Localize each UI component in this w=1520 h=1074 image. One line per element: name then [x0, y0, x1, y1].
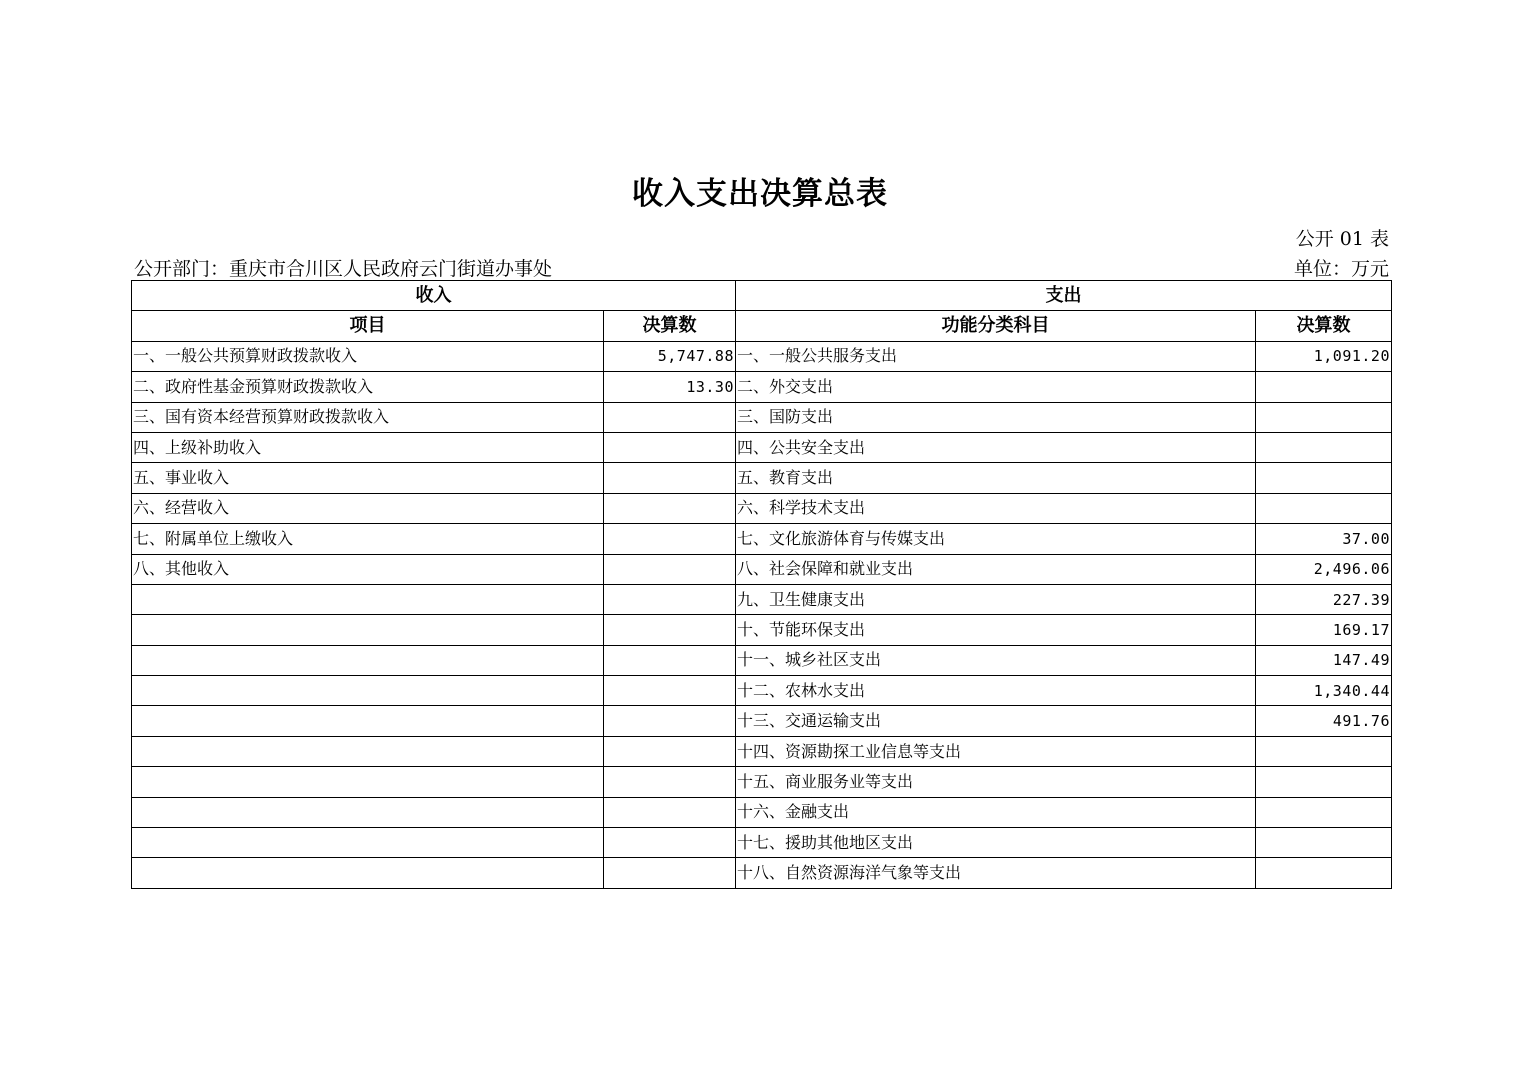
- income-amount-cell: [604, 736, 736, 766]
- income-item-cell: 一、一般公共预算财政拨款收入: [132, 341, 604, 371]
- expense-item-cell: 一、一般公共服务支出: [736, 341, 1256, 371]
- income-amount-cell: [604, 584, 736, 614]
- expense-item-cell: 十二、农林水支出: [736, 676, 1256, 706]
- table-row: [132, 402, 1392, 432]
- income-item-cell: [132, 858, 604, 888]
- table-row: [132, 372, 1392, 402]
- income-item-header: 项目: [132, 311, 604, 341]
- income-amount-cell: [604, 493, 736, 523]
- expense-amount-cell: [1256, 493, 1392, 523]
- table-row: [132, 615, 1392, 645]
- income-item-cell: 四、上级补助收入: [132, 432, 604, 462]
- table-row: [132, 554, 1392, 584]
- income-amount-cell: [604, 797, 736, 827]
- table-row: [132, 767, 1392, 797]
- income-item-cell: [132, 615, 604, 645]
- expense-amount-header: 决算数: [1256, 311, 1392, 341]
- section-header-row: [132, 281, 1392, 311]
- expense-amount-cell: 227.39: [1256, 584, 1392, 614]
- income-amount-cell: 13.30: [604, 372, 736, 402]
- table-row: [132, 858, 1392, 888]
- expense-amount-cell: 169.17: [1256, 615, 1392, 645]
- income-item-cell: [132, 706, 604, 736]
- expense-amount-cell: [1256, 858, 1392, 888]
- income-item-cell: 五、事业收入: [132, 463, 604, 493]
- income-item-cell: [132, 828, 604, 858]
- expense-item-cell: 十、节能环保支出: [736, 615, 1256, 645]
- expense-item-cell: 十七、援助其他地区支出: [736, 828, 1256, 858]
- table-row: [132, 676, 1392, 706]
- column-header-row: [132, 311, 1392, 341]
- income-amount-cell: [604, 463, 736, 493]
- budget-table: [131, 280, 1392, 889]
- unit-label: 单位：万元: [1293, 258, 1389, 280]
- table-row: [132, 463, 1392, 493]
- form-number: 公开 01 表: [1295, 228, 1389, 250]
- expense-amount-cell: [1256, 372, 1392, 402]
- table-row: [132, 584, 1392, 614]
- income-item-cell: 八、其他收入: [132, 554, 604, 584]
- table-row: [132, 706, 1392, 736]
- expense-amount-cell: [1256, 797, 1392, 827]
- expense-item-cell: 十一、城乡社区支出: [736, 645, 1256, 675]
- income-amount-cell: [604, 432, 736, 462]
- income-item-cell: 三、国有资本经营预算财政拨款收入: [132, 402, 604, 432]
- income-section-header: 收入: [132, 281, 736, 311]
- expense-item-cell: 四、公共安全支出: [736, 432, 1256, 462]
- expense-item-header: 功能分类科目: [736, 311, 1256, 341]
- income-amount-cell: [604, 554, 736, 584]
- expense-amount-cell: 37.00: [1256, 524, 1392, 554]
- expense-amount-cell: [1256, 432, 1392, 462]
- expense-amount-cell: [1256, 828, 1392, 858]
- page-title: 收入支出决算总表: [632, 176, 888, 212]
- expense-item-cell: 三、国防支出: [736, 402, 1256, 432]
- income-amount-cell: [604, 676, 736, 706]
- table-row: [132, 797, 1392, 827]
- income-item-cell: [132, 676, 604, 706]
- income-item-cell: [132, 797, 604, 827]
- expense-section-header: 支出: [736, 281, 1392, 311]
- expense-amount-cell: 491.76: [1256, 706, 1392, 736]
- income-item-cell: [132, 584, 604, 614]
- income-amount-cell: [604, 645, 736, 675]
- income-amount-cell: [604, 524, 736, 554]
- income-amount-header: 决算数: [604, 311, 736, 341]
- expense-amount-cell: 1,340.44: [1256, 676, 1392, 706]
- expense-item-cell: 十八、自然资源海洋气象等支出: [736, 858, 1256, 888]
- income-item-cell: [132, 645, 604, 675]
- expense-amount-cell: [1256, 463, 1392, 493]
- table-row: [132, 341, 1392, 371]
- department-label: 公开部门：重庆市合川区人民政府云门街道办事处: [134, 258, 553, 280]
- table-row: [132, 432, 1392, 462]
- income-amount-cell: [604, 615, 736, 645]
- expense-amount-cell: 1,091.20: [1256, 341, 1392, 371]
- expense-amount-cell: [1256, 736, 1392, 766]
- expense-item-cell: 六、科学技术支出: [736, 493, 1256, 523]
- expense-amount-cell: [1256, 402, 1392, 432]
- income-amount-cell: [604, 402, 736, 432]
- table-row: [132, 828, 1392, 858]
- table-row: [132, 524, 1392, 554]
- expense-item-cell: 十四、资源勘探工业信息等支出: [736, 736, 1256, 766]
- income-item-cell: 七、附属单位上缴收入: [132, 524, 604, 554]
- expense-item-cell: 八、社会保障和就业支出: [736, 554, 1256, 584]
- income-amount-cell: [604, 828, 736, 858]
- income-amount-cell: [604, 767, 736, 797]
- expense-amount-cell: [1256, 767, 1392, 797]
- expense-amount-cell: 147.49: [1256, 645, 1392, 675]
- income-item-cell: [132, 767, 604, 797]
- expense-item-cell: 七、文化旅游体育与传媒支出: [736, 524, 1256, 554]
- expense-item-cell: 五、教育支出: [736, 463, 1256, 493]
- table-row: [132, 736, 1392, 766]
- income-item-cell: 二、政府性基金预算财政拨款收入: [132, 372, 604, 402]
- table-row: [132, 493, 1392, 523]
- expense-item-cell: 十三、交通运输支出: [736, 706, 1256, 736]
- table-body: [132, 341, 1392, 888]
- expense-item-cell: 十六、金融支出: [736, 797, 1256, 827]
- income-item-cell: [132, 736, 604, 766]
- income-amount-cell: [604, 858, 736, 888]
- table-row: [132, 645, 1392, 675]
- income-amount-cell: [604, 706, 736, 736]
- income-item-cell: 六、经营收入: [132, 493, 604, 523]
- expense-item-cell: 二、外交支出: [736, 372, 1256, 402]
- expense-amount-cell: 2,496.06: [1256, 554, 1392, 584]
- income-amount-cell: 5,747.88: [604, 341, 736, 371]
- expense-item-cell: 十五、商业服务业等支出: [736, 767, 1256, 797]
- expense-item-cell: 九、卫生健康支出: [736, 584, 1256, 614]
